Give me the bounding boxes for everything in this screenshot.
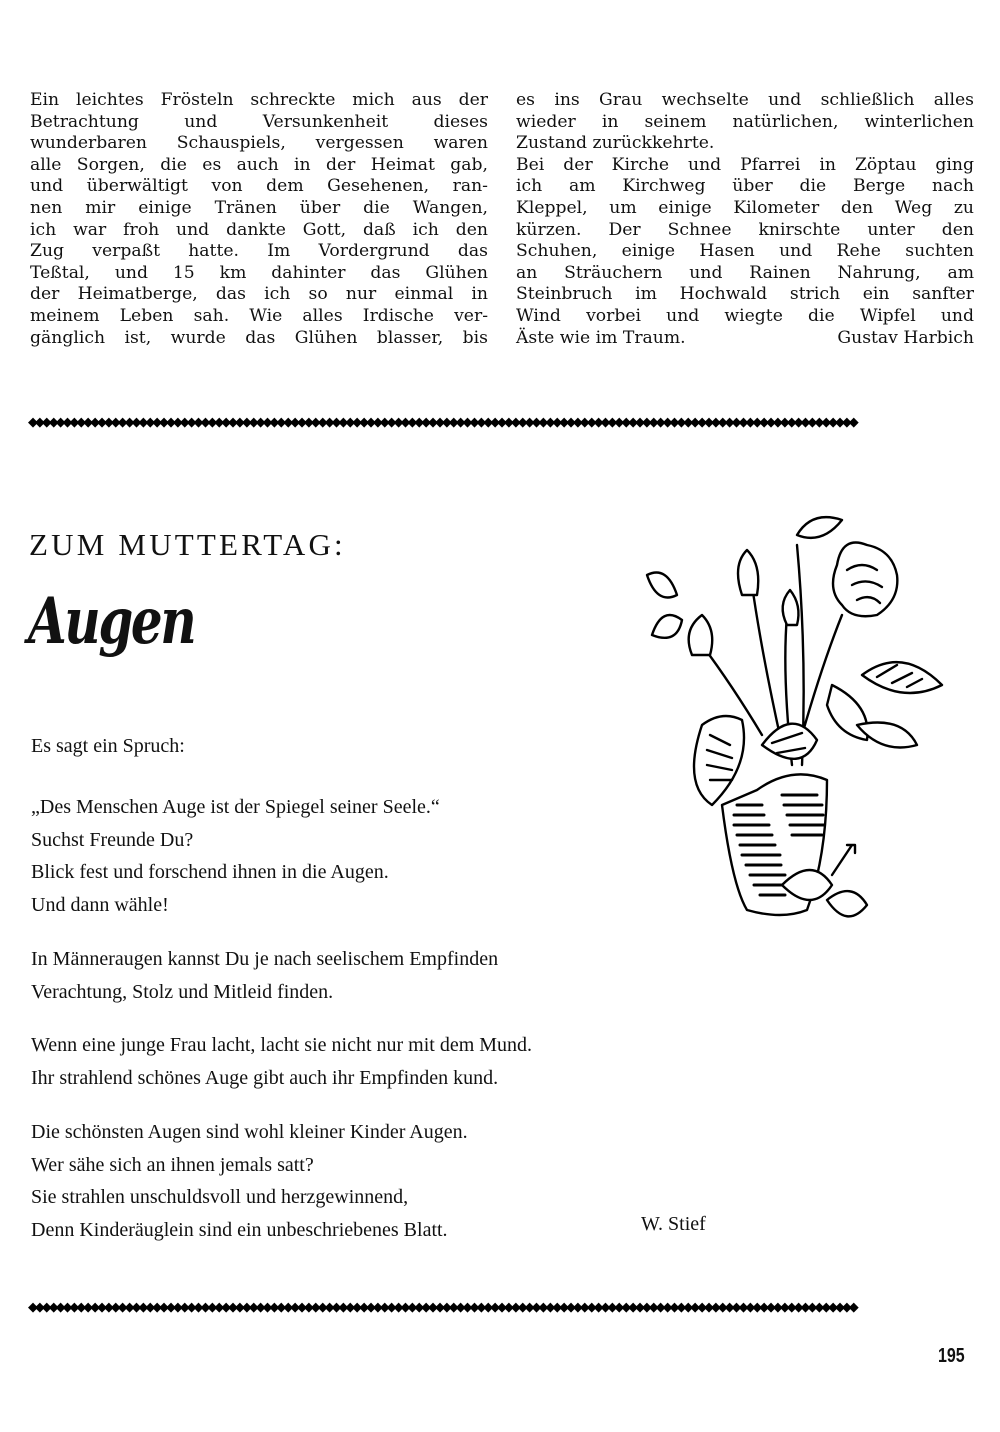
rose-vase-illustration — [642, 505, 962, 945]
text-line: Betrachtung und Versunkenheit dieses — [30, 111, 488, 132]
poem-line: Blick fest und forschend ihnen in die Augen. — [31, 861, 389, 883]
ornamental-divider: ◆◆◆◆◆◆◆◆◆◆◆◆◆◆◆◆◆◆◆◆◆◆◆◆◆◆◆◆◆◆◆◆◆◆◆◆◆◆◆◆◆◆◆◆◆◆◆◆◆◆◆◆◆◆◆◆◆◆◆◆◆◆◆◆◆◆◆◆◆◆◆◆◆◆◆◆◆◆◆◆◆◆◆◆◆◆◆◆◆◆◆◆◆◆◆◆◆◆◆◆◆◆◆◆◆◆◆◆◆◆◆◆◆◆◆◆◆◆◆◆ — [28, 1301, 856, 1315]
article-left-column — [30, 90, 488, 349]
poem-line: Denn Kinderäuglein sind ein unbeschriebenes Blatt. — [31, 1218, 448, 1241]
poem-line: Und dann wähle! — [31, 893, 169, 916]
poem-stanza — [31, 943, 498, 1008]
poem-stanza — [31, 1116, 468, 1246]
text-line: Ein leichtes Frösteln schreckte mich aus der — [30, 90, 488, 110]
poem-line: Sie strahlen unschuldsvoll und herzgewinnend, — [31, 1186, 409, 1208]
poem-kicker: ZUM MUTTERTAG: — [29, 527, 346, 562]
text-line: Steinbruch im Hochwald strich ein sanfter — [516, 284, 974, 305]
page-number: 195 — [938, 1345, 965, 1367]
article-right-column — [516, 90, 974, 349]
text-line: ich war froh und dankte Gott, daß ich den — [30, 219, 488, 240]
text-line: Bei der Kirche und Pfarrei in Zöptau ging — [516, 154, 974, 175]
text-line: es ins Grau wechselte und schließlich alles — [516, 90, 974, 110]
text-line: Teßtal, und 15 km dahinter das Glühen — [30, 262, 488, 283]
poem-author: W. Stief — [641, 1213, 706, 1235]
text-line: Kleppel, um einige Kilometer den Weg zu — [516, 197, 974, 218]
poem-line: Verachtung, Stolz und Mitleid finden. — [31, 980, 334, 1003]
text-line: an Sträuchern und Rainen Nahrung, am — [516, 262, 974, 283]
text-line: gänglich ist, wurde das Glühen blasser, bis — [30, 327, 488, 348]
text-line: nen mir einige Tränen über die Wangen, — [30, 197, 488, 218]
text-line: wieder in seinem natürlichen, winterlichen — [516, 111, 974, 132]
poem-stanza — [31, 791, 440, 921]
poem-line: Suchst Freunde Du? — [31, 828, 194, 851]
poem-line: Wer sähe sich an ihnen jemals satt? — [31, 1153, 314, 1176]
ornamental-divider: ◆◆◆◆◆◆◆◆◆◆◆◆◆◆◆◆◆◆◆◆◆◆◆◆◆◆◆◆◆◆◆◆◆◆◆◆◆◆◆◆◆◆◆◆◆◆◆◆◆◆◆◆◆◆◆◆◆◆◆◆◆◆◆◆◆◆◆◆◆◆◆◆◆◆◆◆◆◆◆◆◆◆◆◆◆◆◆◆◆◆◆◆◆◆◆◆◆◆◆◆◆◆◆◆◆◆◆◆◆◆◆◆◆◆◆◆◆◆◆◆ — [28, 416, 856, 430]
text-line: der Heimatberge, das ich so nur einmal in — [30, 284, 488, 305]
article-author: Gustav Harbich — [837, 327, 974, 348]
poem-line: In Männeraugen kannst Du je nach seelischem Empfinden — [31, 948, 499, 970]
text-line: ich am Kirchweg über die Berge nach — [516, 176, 974, 197]
text-line: wunderbaren Schauspiels, vergessen waren — [30, 133, 488, 154]
poem-line: „Des Menschen Auge ist der Spiegel seiner Seele.“ — [31, 796, 440, 818]
poem-line: Die schönsten Augen sind wohl kleiner Kinder Augen. — [31, 1121, 468, 1143]
text-line: Schuhen, einige Hasen und Rehe suchten — [516, 241, 974, 262]
poem-line: Es sagt ein Spruch: — [31, 735, 185, 757]
text-line: kürzen. Der Schnee knirschte unter den — [516, 219, 974, 240]
text-line: meinem Leben sah. Wie alles Irdische ver- — [30, 305, 488, 326]
poem-line: Wenn eine junge Frau lacht, lacht sie nicht nur mit dem Mund. — [31, 1034, 533, 1056]
text-line: Äste wie im Traum. — [516, 327, 686, 348]
text-line: alle Sorgen, die es auch in der Heimat gab, — [30, 154, 488, 175]
poem-intro — [31, 730, 185, 763]
text-line: Zug verpaßt hatte. Im Vordergrund das — [30, 241, 488, 262]
poem-stanza — [31, 1029, 532, 1094]
poem-title: Augen — [28, 584, 195, 659]
rose-flower-icon — [689, 543, 898, 656]
text-line: und überwältigt von dem Gesehenen, ran- — [30, 176, 488, 197]
poem-line: Ihr strahlend schönes Auge gibt auch ihr Empfinden kund. — [31, 1066, 499, 1089]
text-line: Wind vorbei und wiegte die Wipfel und — [516, 305, 974, 326]
text-line: Zustand zurückkehrte. — [516, 133, 715, 154]
closing-line — [516, 328, 974, 350]
